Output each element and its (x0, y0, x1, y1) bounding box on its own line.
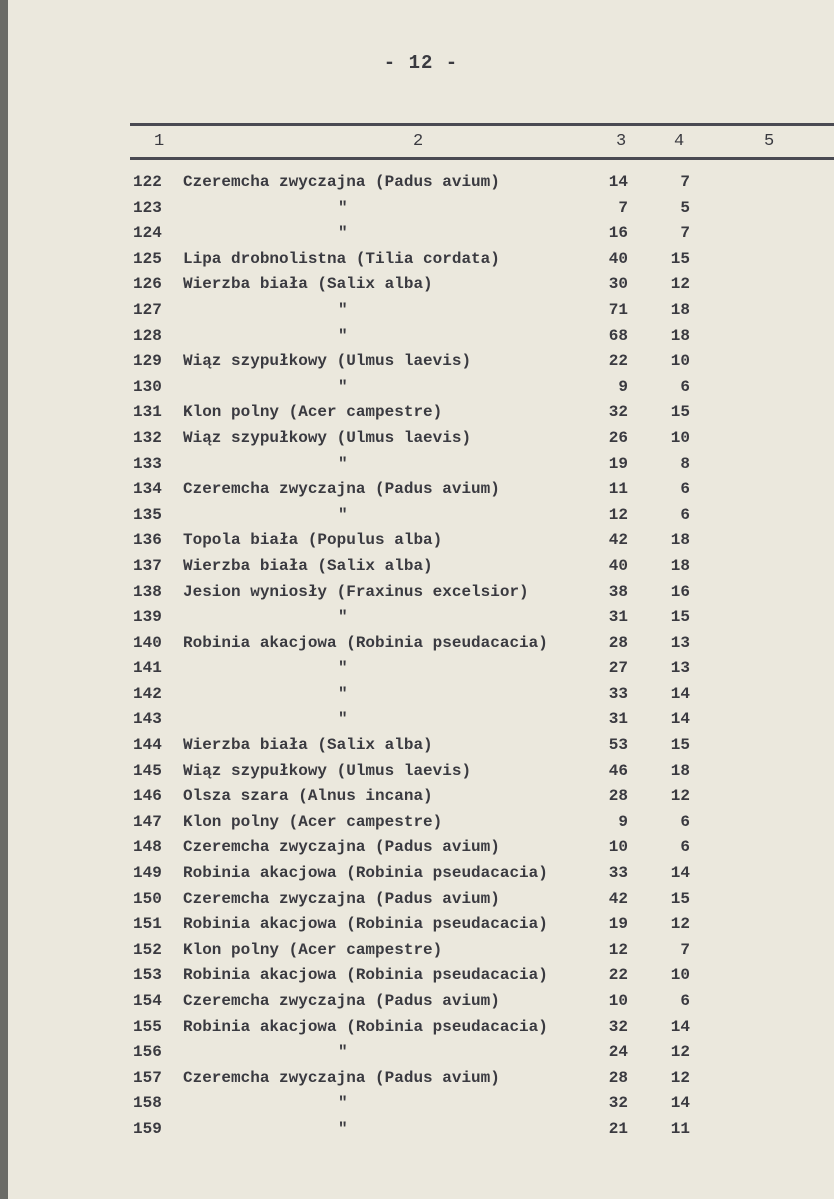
table-row (8, 683, 834, 709)
column-3-value: 16 (608, 224, 628, 243)
column-4-value: 7 (680, 940, 690, 959)
column-4-value: 11 (670, 1119, 690, 1138)
column-3-value: 32 (608, 1017, 628, 1036)
column-3-value: 28 (608, 1068, 628, 1087)
table-row (8, 376, 834, 402)
species-name: " (338, 1119, 348, 1138)
column-3-value: 28 (608, 787, 628, 806)
table-row (8, 350, 834, 376)
column-header-2: 2 (413, 132, 424, 151)
column-4-value: 13 (670, 659, 690, 678)
row-number: 152 (133, 940, 162, 959)
table-row (8, 1092, 834, 1118)
column-3-value: 26 (608, 428, 628, 447)
table-row (8, 299, 834, 325)
table-row (8, 913, 834, 939)
species-name: Klon polny (Acer campestre) (183, 403, 443, 422)
species-name: Wiąz szypułkowy (Ulmus laevis) (183, 428, 472, 447)
row-number: 125 (133, 249, 162, 268)
column-3-value: 68 (608, 326, 628, 345)
table-row (8, 708, 834, 734)
column-4-value: 12 (670, 1068, 690, 1087)
row-number: 135 (133, 505, 162, 524)
species-name: " (338, 684, 348, 703)
column-4-value: 18 (670, 761, 690, 780)
table-row (8, 1041, 834, 1067)
column-4-value: 6 (680, 812, 690, 831)
species-name: Topola biała (Populus alba) (183, 531, 443, 550)
column-3-value: 40 (608, 556, 628, 575)
species-name: Czeremcha zwyczajna (Padus avium) (183, 173, 500, 191)
row-number: 151 (133, 915, 162, 934)
column-3-value: 9 (618, 377, 628, 396)
row-number: 131 (133, 403, 162, 422)
column-3-value: 21 (608, 1119, 628, 1138)
species-name: " (338, 377, 348, 396)
row-number: 137 (133, 556, 162, 575)
column-4-value: 12 (670, 915, 690, 934)
row-number: 139 (133, 608, 162, 627)
table-row (8, 1016, 834, 1042)
row-number: 126 (133, 275, 162, 294)
table-row (8, 760, 834, 786)
species-name: " (338, 1094, 348, 1113)
table-row (8, 197, 834, 223)
species-name: " (338, 454, 348, 473)
species-name: " (338, 608, 348, 627)
column-4-value: 15 (670, 608, 690, 627)
species-name: Wierzba biała (Salix alba) (183, 736, 433, 755)
column-4-value: 7 (680, 224, 690, 243)
column-3-value: 71 (608, 300, 628, 319)
column-4-value: 14 (670, 864, 690, 883)
column-4-value: 12 (670, 1043, 690, 1062)
species-name: Czeremcha zwyczajna (Padus avium) (183, 480, 500, 499)
table-row (8, 888, 834, 914)
column-4-value: 13 (670, 633, 690, 652)
species-name: " (338, 300, 348, 319)
column-3-value: 31 (608, 710, 628, 729)
column-4-value: 18 (670, 556, 690, 575)
column-3-value: 19 (608, 454, 628, 473)
row-number: 132 (133, 428, 162, 447)
species-name: Robinia akacjowa (Robinia pseudacacia) (183, 1017, 548, 1036)
table-row (8, 734, 834, 760)
table-row (8, 581, 834, 607)
species-name: Robinia akacjowa (Robinia pseudacacia) (183, 915, 548, 934)
species-name: Klon polny (Acer campestre) (183, 940, 443, 959)
row-number: 142 (133, 684, 162, 703)
column-header-5: 5 (764, 132, 775, 151)
row-number: 148 (133, 838, 162, 857)
row-number: 140 (133, 633, 162, 652)
species-name: Wiąz szypułkowy (Ulmus laevis) (183, 352, 472, 371)
column-3-value: 42 (608, 531, 628, 550)
column-4-value: 10 (670, 352, 690, 371)
column-3-value: 28 (608, 633, 628, 652)
row-number: 133 (133, 454, 162, 473)
column-4-value: 18 (670, 300, 690, 319)
page-number: - 12 - (383, 52, 459, 74)
column-4-value: 15 (670, 736, 690, 755)
column-3-value: 10 (608, 838, 628, 857)
table-row (8, 401, 834, 427)
column-4-value: 18 (670, 326, 690, 345)
table-row (8, 632, 834, 658)
column-4-value: 6 (680, 377, 690, 396)
column-4-value: 14 (670, 710, 690, 729)
column-4-value: 7 (680, 173, 690, 191)
column-3-value: 10 (608, 992, 628, 1010)
row-number: 147 (133, 812, 162, 831)
row-number: 149 (133, 864, 162, 883)
table-row (8, 171, 834, 197)
column-3-value: 42 (608, 889, 628, 908)
row-number: 155 (133, 1017, 162, 1036)
row-number: 138 (133, 582, 162, 601)
table-row (8, 248, 834, 274)
column-4-value: 12 (670, 275, 690, 294)
row-number: 130 (133, 377, 162, 396)
column-3-value: 22 (608, 352, 628, 371)
species-name: " (338, 1043, 348, 1062)
column-3-value: 32 (608, 1094, 628, 1113)
row-number: 159 (133, 1119, 162, 1138)
species-name: " (338, 710, 348, 729)
table-row (8, 811, 834, 837)
column-3-value: 12 (608, 940, 628, 959)
row-number: 157 (133, 1068, 162, 1087)
column-header-3: 3 (616, 132, 627, 151)
column-4-value: 6 (680, 505, 690, 524)
column-3-value: 12 (608, 505, 628, 524)
species-name: Czeremcha zwyczajna (Padus avium) (183, 838, 500, 857)
species-name: Robinia akacjowa (Robinia pseudacacia) (183, 966, 548, 985)
row-number: 146 (133, 787, 162, 806)
column-3-value: 27 (608, 659, 628, 678)
table-row (8, 657, 834, 683)
column-4-value: 14 (670, 684, 690, 703)
table-top-rule (130, 123, 834, 126)
column-4-value: 8 (680, 454, 690, 473)
column-3-value: 33 (608, 864, 628, 883)
column-4-value: 12 (670, 787, 690, 806)
document-page (8, 0, 834, 1199)
table-row (8, 222, 834, 248)
row-number: 145 (133, 761, 162, 780)
table-row (8, 785, 834, 811)
column-4-value: 5 (680, 198, 690, 217)
column-3-value: 46 (608, 761, 628, 780)
table-row (8, 529, 834, 555)
column-3-value: 7 (618, 198, 628, 217)
species-name: Czeremcha zwyczajna (Padus avium) (183, 1068, 500, 1087)
row-number: 124 (133, 224, 162, 243)
column-3-value: 38 (608, 582, 628, 601)
species-name: Wierzba biała (Salix alba) (183, 556, 433, 575)
table-row (8, 1067, 834, 1093)
species-name: Jesion wyniosły (Fraxinus excelsior) (183, 582, 529, 601)
column-3-value: 14 (608, 173, 628, 191)
row-number: 127 (133, 300, 162, 319)
column-3-value: 32 (608, 403, 628, 422)
species-name: Klon polny (Acer campestre) (183, 812, 443, 831)
table-row (8, 964, 834, 990)
row-number: 134 (133, 480, 162, 499)
species-name: " (338, 198, 348, 217)
column-3-value: 22 (608, 966, 628, 985)
row-number: 123 (133, 198, 162, 217)
column-3-value: 24 (608, 1043, 628, 1062)
column-header-4: 4 (674, 132, 685, 151)
table-row (8, 606, 834, 632)
species-name: Lipa drobnolistna (Tilia cordata) (183, 249, 500, 268)
species-name: " (338, 505, 348, 524)
species-name: " (338, 326, 348, 345)
table-row (8, 990, 834, 1016)
species-name: Olsza szara (Alnus incana) (183, 787, 433, 806)
table-header-rule (130, 157, 834, 160)
species-name: Robinia akacjowa (Robinia pseudacacia) (183, 633, 548, 652)
column-4-value: 16 (670, 582, 690, 601)
row-number: 150 (133, 889, 162, 908)
row-number: 129 (133, 352, 162, 371)
table-row (8, 836, 834, 862)
column-4-value: 6 (680, 480, 690, 499)
column-4-value: 10 (670, 966, 690, 985)
row-number: 143 (133, 710, 162, 729)
species-name: " (338, 224, 348, 243)
column-3-value: 33 (608, 684, 628, 703)
species-name: Czeremcha zwyczajna (Padus avium) (183, 889, 500, 908)
column-header-1: 1 (154, 132, 165, 151)
column-3-value: 53 (608, 736, 628, 755)
table-body (8, 171, 834, 1144)
table-row (8, 453, 834, 479)
column-4-value: 10 (670, 428, 690, 447)
column-3-value: 40 (608, 249, 628, 268)
column-3-value: 9 (618, 812, 628, 831)
table-row (8, 555, 834, 581)
column-4-value: 6 (680, 838, 690, 857)
column-4-value: 15 (670, 249, 690, 268)
table-row (8, 939, 834, 965)
column-4-value: 14 (670, 1017, 690, 1036)
table-row (8, 1118, 834, 1144)
column-4-value: 18 (670, 531, 690, 550)
column-4-value: 15 (670, 403, 690, 422)
column-4-value: 15 (670, 889, 690, 908)
table-row (8, 862, 834, 888)
table-row (8, 427, 834, 453)
species-name: Wierzba biała (Salix alba) (183, 275, 433, 294)
column-3-value: 19 (608, 915, 628, 934)
row-number: 136 (133, 531, 162, 550)
column-3-value: 31 (608, 608, 628, 627)
row-number: 158 (133, 1094, 162, 1113)
table-row (8, 273, 834, 299)
table-row (8, 478, 834, 504)
column-4-value: 6 (680, 992, 690, 1010)
row-number: 156 (133, 1043, 162, 1062)
row-number: 122 (133, 173, 162, 191)
row-number: 141 (133, 659, 162, 678)
species-name: Robinia akacjowa (Robinia pseudacacia) (183, 864, 548, 883)
row-number: 154 (133, 992, 162, 1010)
table-row (8, 504, 834, 530)
column-4-value: 14 (670, 1094, 690, 1113)
row-number: 128 (133, 326, 162, 345)
column-3-value: 11 (608, 480, 628, 499)
table-row (8, 325, 834, 351)
row-number: 144 (133, 736, 162, 755)
species-name: " (338, 659, 348, 678)
species-name: Czeremcha zwyczajna (Padus avium) (183, 992, 500, 1010)
column-3-value: 30 (608, 275, 628, 294)
row-number: 153 (133, 966, 162, 985)
species-name: Wiąz szypułkowy (Ulmus laevis) (183, 761, 472, 780)
